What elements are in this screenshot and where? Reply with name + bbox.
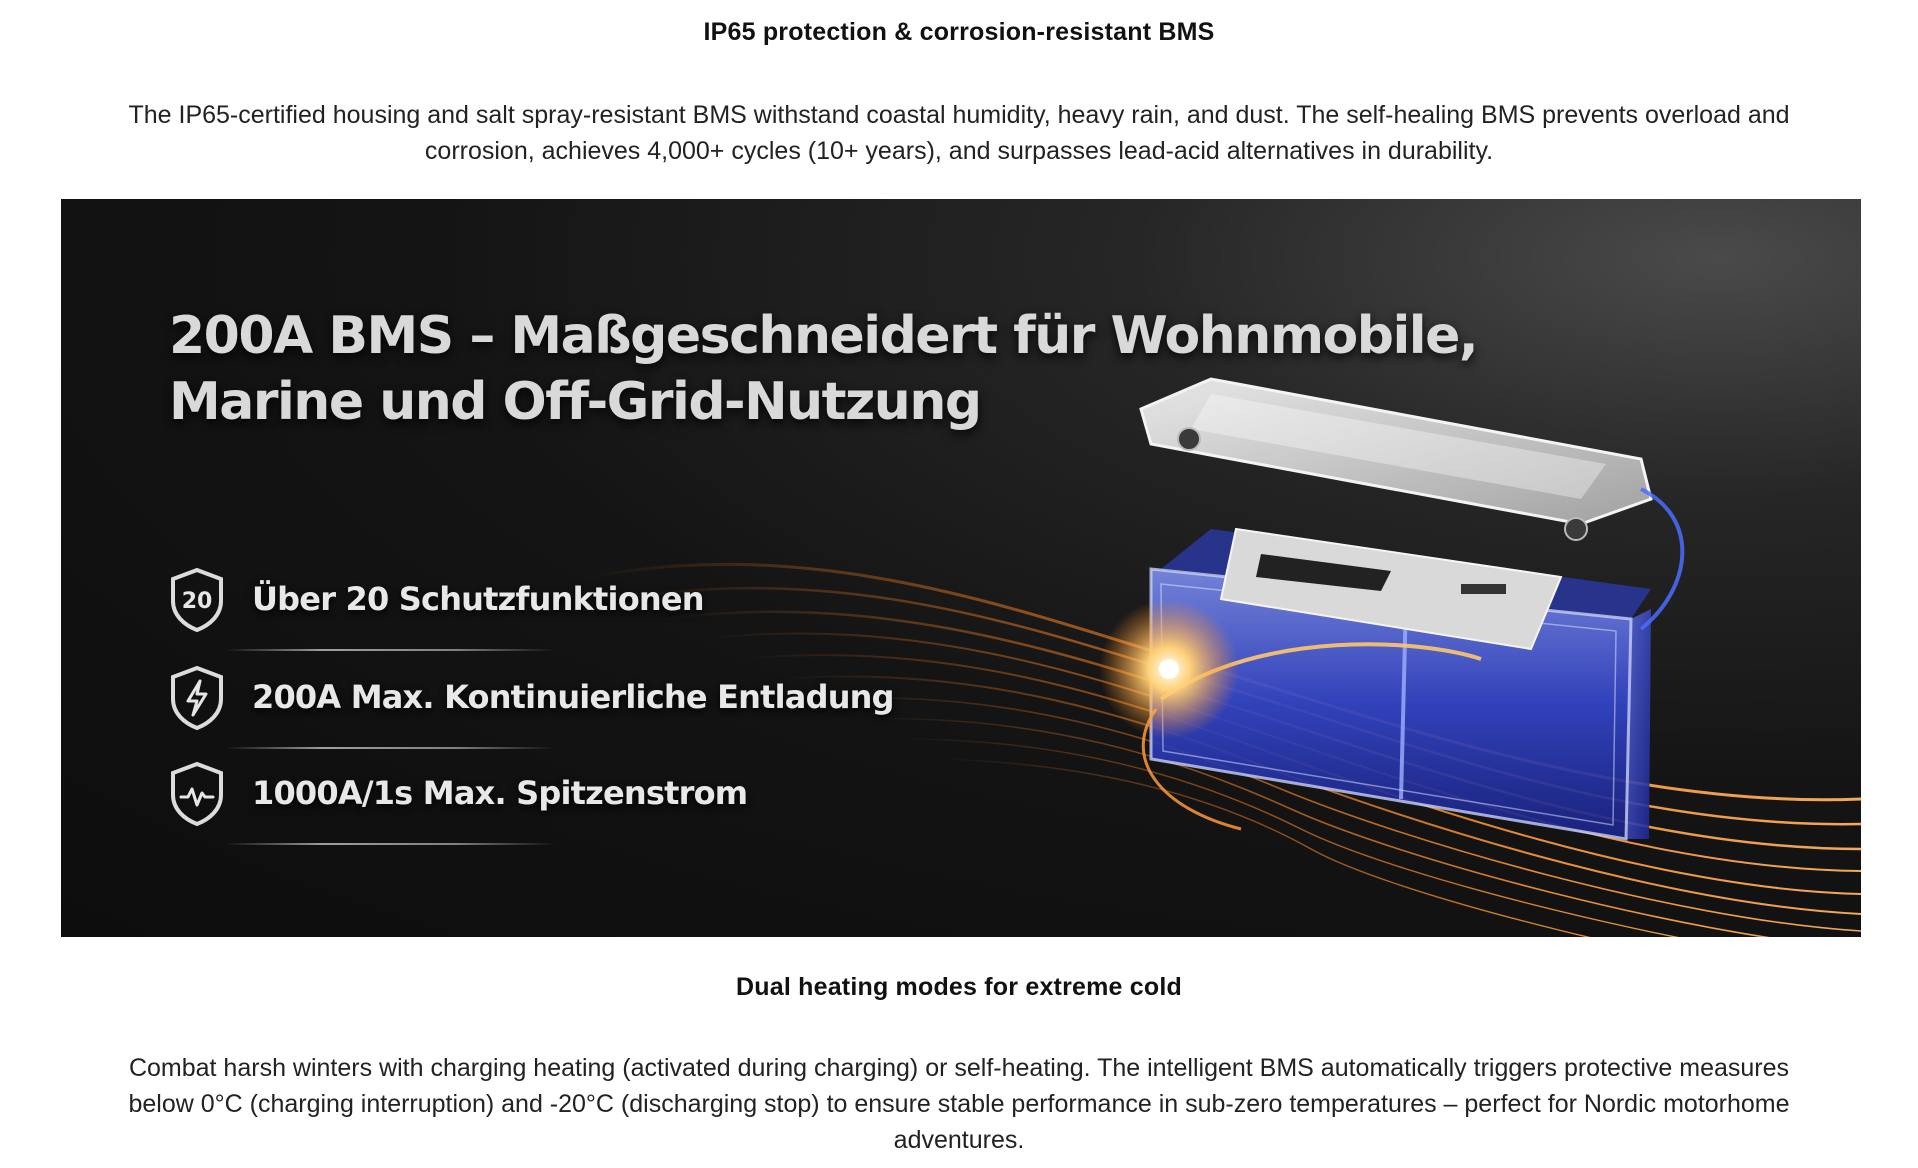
section-text-ip65: The IP65-certified housing and salt spray-resistant BMS withstand coastal humidity, heavy rain, and dust. The self-healing BMS prevents overload and corrosion, achieves 4,000+ cycles (10+ years), and surpasses lead-acid alternatives in durability. xyxy=(128,101,1790,165)
feature-divider xyxy=(225,843,555,845)
feature-peak-current xyxy=(169,761,869,831)
banner-headline-line-1: 200A BMS – Maßgeschneidert für Wohnmobile, xyxy=(169,306,1478,366)
shield-lightning-icon xyxy=(169,665,225,731)
feature-label: Über 20 Schutzfunktionen xyxy=(252,580,704,618)
feature-label: 200A Max. Kontinuierliche Entladung xyxy=(252,678,894,716)
feature-protection-functions xyxy=(169,567,869,637)
shield-20-icon xyxy=(169,567,225,633)
section-title-heating: Dual heating modes for extreme cold xyxy=(736,973,1182,1001)
section-text-heating: Combat harsh winters with charging heating (activated during charging) or self-heating. The intelligent BMS automatically triggers protective measures below 0°C (charging interruption) and -20°C (discharging stop) to ensure stable performance in sub-zero temperatures – perfect for Nordic motorhome adventures. xyxy=(128,1054,1790,1154)
feature-label: 1000A/1s Max. Spitzenstrom xyxy=(252,774,748,812)
shield-badge-text: 20 xyxy=(181,589,213,614)
feature-divider xyxy=(225,747,555,749)
product-banner xyxy=(61,199,1861,937)
feature-continuous-discharge xyxy=(169,665,894,735)
section-title-ip65: IP65 protection & corrosion-resistant BMS xyxy=(703,18,1215,46)
feature-divider xyxy=(225,649,555,651)
shield-pulse-icon xyxy=(169,761,225,827)
banner-headline-line-2: Marine und Off-Grid-Nutzung xyxy=(169,372,981,432)
banner-headline xyxy=(169,303,1477,435)
